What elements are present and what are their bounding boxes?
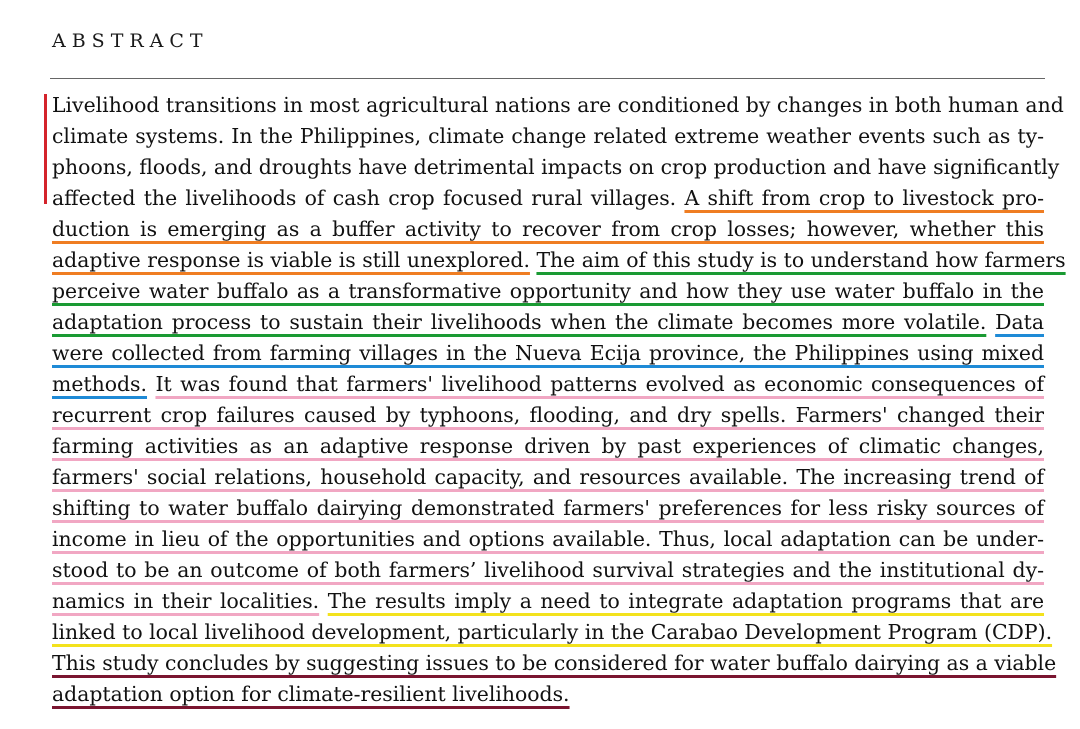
highlighted-text-pink: namics in their localities.	[52, 589, 320, 613]
abstract-text	[319, 589, 328, 613]
highlighted-text-pink: stood to be an outcome of both farmers’ livelihood survival strategies and the institutional dy-	[52, 558, 1044, 582]
highlighted-text-pink: farmers' social relations, household capacity, and resources available. The increasing trend of	[52, 465, 1044, 489]
abstract-paragraph	[52, 90, 1066, 710]
abstract-text: climate systems. In the Philippines, climate change related extreme weather events such as ty-	[52, 124, 1044, 148]
abstract-text: phoons, floods, and droughts have detrimental impacts on crop production and have significantly	[52, 155, 1060, 179]
abstract-text	[986, 310, 995, 334]
highlighted-text-pink: farming activities as an adaptive response driven by past experiences of climatic changes,	[52, 434, 1044, 458]
abstract-line	[52, 338, 1044, 369]
abstract-line	[52, 183, 1044, 214]
section-heading: ABSTRACT	[52, 30, 209, 52]
highlighted-text-orange: A shift from crop to livestock pro-	[684, 186, 1044, 210]
highlighted-text-pink: income in lieu of the opportunities and options available. Thus, local adaptation can be under-	[52, 527, 1044, 551]
abstract-line	[52, 90, 1064, 121]
abstract-line	[52, 307, 1044, 338]
highlighted-text-pink: recurrent crop failures caused by typhoons, flooding, and dry spells. Farmers' changed their	[52, 403, 1044, 427]
abstract-line	[52, 524, 1044, 555]
highlighted-text-blue: methods.	[52, 372, 148, 396]
abstract-line	[52, 245, 1066, 276]
abstract-line	[52, 555, 1044, 586]
abstract-line	[52, 214, 1044, 245]
abstract-text: affected the livelihoods of cash crop focused rural villages.	[52, 186, 685, 210]
highlighted-text-orange: duction is emerging as a buffer activity to recover from crop losses; however, whether this	[52, 217, 1044, 241]
abstract-text: Livelihood transitions in most agricultural nations are conditioned by changes in both human and	[52, 93, 1064, 117]
highlighted-text-orange: adaptive response is viable is still unexplored.	[52, 248, 530, 272]
abstract-line	[52, 648, 1057, 679]
abstract-line	[52, 431, 1044, 462]
highlighted-text-green: perceive water buffalo as a transformative opportunity and how they use water buffalo in the	[52, 279, 1044, 303]
abstract-line	[52, 121, 1044, 152]
abstract-line	[52, 586, 1044, 617]
abstract-line	[52, 493, 1044, 524]
abstract-line	[52, 462, 1044, 493]
abstract-line	[52, 617, 1053, 648]
highlighted-text-pink: shifting to water buffalo dairying demonstrated farmers' preferences for less risky sources of	[52, 496, 1044, 520]
heading-divider	[50, 78, 1045, 79]
abstract-line	[52, 152, 1060, 183]
highlighted-text-maroon: adaptation option for climate-resilient livelihoods.	[52, 682, 570, 706]
highlighted-text-maroon: This study concludes by suggesting issues to be considered for water buffalo dairying as a viable	[52, 651, 1057, 675]
abstract-line	[52, 400, 1044, 431]
highlighted-text-pink: It was found that farmers' livelihood patterns evolved as economic consequences of	[155, 372, 1045, 396]
highlighted-text-yellow: linked to local livelihood development, particularly in the Carabao Development Program (CDP).	[52, 620, 1053, 644]
highlighted-text-blue: Data	[995, 310, 1044, 334]
highlight-margin-bar	[44, 94, 47, 204]
highlighted-text-green: The aim of this study is to understand how farmers	[536, 248, 1066, 272]
abstract-line	[52, 276, 1044, 307]
highlighted-text-green: adaptation process to sustain their livelihoods when the climate becomes more volatile.	[52, 310, 987, 334]
abstract-line	[52, 369, 1044, 400]
abstract-line	[52, 679, 1044, 710]
highlighted-text-yellow: The results imply a need to integrate adaptation programs that are	[327, 589, 1045, 613]
highlighted-text-blue: were collected from farming villages in the Nueva Ecija province, the Philippines using mixed	[52, 341, 1044, 365]
